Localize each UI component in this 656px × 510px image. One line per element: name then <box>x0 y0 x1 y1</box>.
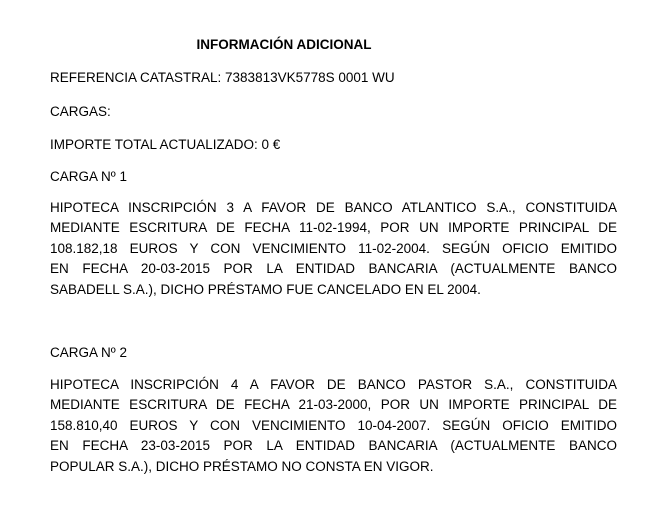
carga-1-line: EN FECHA 20-03-2015 POR LA ENTIDAD BANCARIA (ACTUALMENTE BANCO <box>50 261 617 277</box>
carga-1-description <box>50 198 617 300</box>
document-title: INFORMACIÓN ADICIONAL <box>196 37 372 52</box>
carga-2-description <box>50 375 617 477</box>
carga-2-line: MEDIANTE ESCRITURA DE FECHA 21-03-2000, POR UN IMPORTE PRINCIPAL DE <box>50 397 617 413</box>
carga-1-line: 108.182,18 EUROS Y CON VENCIMIENTO 11-02-2004. SEGÚN OFICIO EMITIDO <box>50 240 617 256</box>
carga-1-heading: CARGA Nº 1 <box>50 169 127 184</box>
carga-1-line: MEDIANTE ESCRITURA DE FECHA 11-02-1994, POR UN IMPORTE PRINCIPAL DE <box>50 220 617 236</box>
carga-2-heading: CARGA Nº 2 <box>50 345 127 360</box>
carga-1-line: SABADELL S.A.), DICHO PRÉSTAMO FUE CANCELADO EN EL 2004. <box>50 281 481 297</box>
referencia-catastral: REFERENCIA CATASTRAL: 7383813VK5778S 0001 WU <box>50 70 395 85</box>
carga-1-line: HIPOTECA INSCRIPCIÓN 3 A FAVOR DE BANCO ATLANTICO S.A., CONSTITUIDA <box>50 200 617 215</box>
carga-2-line: EN FECHA 23-03-2015 POR LA ENTIDAD BANCARIA (ACTUALMENTE BANCO <box>50 438 617 454</box>
importe-total: IMPORTE TOTAL ACTUALIZADO: 0 € <box>50 137 281 152</box>
cargas-label: CARGAS: <box>50 104 111 119</box>
carga-2-line: HIPOTECA INSCRIPCIÓN 4 A FAVOR DE BANCO PASTOR S.A., CONSTITUIDA <box>50 377 617 392</box>
carga-2-line: POPULAR S.A.), DICHO PRÉSTAMO NO CONSTA EN VIGOR. <box>50 458 434 474</box>
carga-2-line: 158.810,40 EUROS Y CON VENCIMIENTO 10-04-2007. SEGÚN OFICIO EMITIDO <box>50 417 617 433</box>
